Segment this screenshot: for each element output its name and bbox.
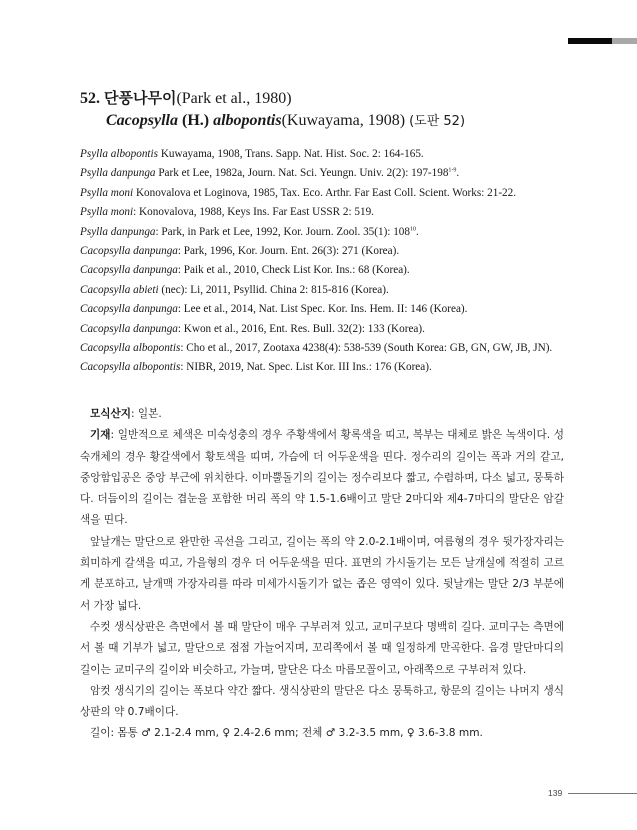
footer-rule: [568, 793, 637, 794]
title-line-scientific: [80, 110, 465, 133]
synonym-name: Cacopsylla albopontis: [80, 361, 181, 374]
korean-name: 단풍나무이: [104, 89, 177, 107]
synonym-entry: [80, 145, 600, 164]
synonym-name: Psylla moni: [80, 186, 134, 199]
synonym-entry: [80, 300, 600, 319]
synonym-entry: [80, 320, 600, 339]
female-genitalia-paragraph: 암컷 생식기의 길이는 폭보다 약간 짧다. 생식상판의 말단은 다소 뭉툭하고, 항문의 길이는 나머지 생식상판의 약 0.7배이다.: [80, 684, 564, 719]
synonym-citation: (nec): Li, 2011, Psyllid. China 2: 815-816 (Korea).: [158, 283, 389, 296]
synonym-name: Psylla danpunga: [80, 225, 156, 238]
synonym-separator: :: [133, 206, 137, 219]
synonym-name: Cacopsylla danpunga: [80, 245, 178, 258]
synonym-name: Cacopsylla danpunga: [80, 264, 178, 277]
authority: (Kuwayama, 1908): [281, 112, 406, 129]
synonym-citation: Konovalova et Loginova, 1985, Tax. Eco. Arthr. Far East Coll. Scient. Works: 21-22.: [133, 186, 517, 199]
header-bar-dark: [568, 38, 612, 44]
synonym-entry: [80, 339, 600, 358]
synonym-end: .: [416, 225, 419, 238]
synonym-entry: [80, 203, 600, 222]
description-text: : 일반적으로 체색은 미숙성충의 경우 주황색에서 황록색을 띠고, 복부는 대체로 밝은 녹색이다. 성숙개체의 경우 황갈색에서 황토색을 띠며, 가슴에 더 어두운색을 띤다. 정수리의 길이는 폭과 거의 같고, 중앙함입공은 중앙 부근에 위치한다. 이마뿔돌기의 길이는 정수리보다 짧고, 수렴하며, 다소 넓고, 뭉툭하다. 더듬이의 길이는 겹눈을 포함한 머리 폭의 약 1.5-1.6배이고 말단 2마디와 제4-7마디의 말단은 암갈색을 띤다.: [80, 429, 564, 527]
synonym-separator: :: [177, 322, 181, 335]
synonym-name: Psylla moni: [80, 206, 134, 219]
synonym-entry: [80, 164, 600, 183]
synonym-name: Cacopsylla danpunga: [80, 303, 178, 316]
synonym-list: [80, 145, 600, 378]
synonym-citation: Lee et al., 2014, Nat. List Spec. Kor. Ins. Hem. II: 146 (Korea).: [181, 303, 468, 316]
synonym-separator: :: [155, 225, 159, 238]
synonym-separator: :: [180, 342, 184, 355]
type-locality-label: 모식산지: [90, 408, 131, 420]
synonym-citation: Park, in Park et Lee, 1992, Kor. Journ. Zool. 35(1): 108: [158, 225, 410, 238]
synonym-entry: [80, 184, 600, 203]
title-line-korean: [80, 87, 465, 110]
synonym-citation: Park, 1996, Kor. Journ. Ent. 26(3): 271 (Korea).: [181, 245, 400, 258]
genus: Cacopsylla: [106, 112, 178, 129]
plate-reference: (도판 52): [409, 114, 466, 129]
synonym-separator: :: [180, 361, 184, 374]
synonym-entry: [80, 281, 600, 300]
synonym-citation: Cho et al., 2017, Zootaxa 4238(4): 538-539 (South Korea: GB, GN, GW, JB, JN).: [183, 342, 553, 355]
synonym-entry: [80, 242, 600, 261]
synonym-name: Cacopsylla abieti: [80, 283, 159, 296]
synonym-citation: NIBR, 2019, Nat. Spec. List Kor. III Ins.: 176 (Korea).: [183, 361, 432, 374]
synonym-citation: Park et Lee, 1982a, Journ. Nat. Sci. Yeungn. Univ. 2(2): 197-198: [155, 167, 449, 180]
synonym-separator: :: [177, 264, 181, 277]
synonym-entry: [80, 261, 600, 280]
synonym-separator: :: [177, 245, 181, 258]
synonym-name: Cacopsylla danpunga: [80, 322, 178, 335]
forewing-paragraph: 앞날개는 말단으로 완만한 곡선을 그리고, 길이는 폭의 약 2.0-2.1배이며, 여름형의 경우 뒷가장자리는 희미하게 갈색을 띠고, 가을형의 경우 더 어두운색을 띤다. 표면의 가시돌기는 모든 날개실에 적절히 고르게 분포하고, 날개맥 가장자리를 따라 미세가시돌기가 없는 좁은 영역이 있다. 뒷날개는 말단 2/3 부분에서 가장 넓다.: [80, 535, 564, 612]
species-number: 52.: [80, 90, 100, 107]
species-epithet: albopontis: [213, 112, 282, 129]
description-paragraph: [80, 425, 564, 531]
synonym-citation: Paik et al., 2010, Check List Kor. Ins.: 68 (Korea).: [181, 264, 410, 277]
synonym-name: Psylla albopontis: [80, 148, 159, 160]
male-genitalia-paragraph: 수컷 생식상판은 측면에서 볼 때 말단이 매우 구부러져 있고, 교미구보다 명백히 길다. 교미구는 측면에서 볼 때 기부가 넓고, 말단으로 점점 가늘어지며, 꼬리쪽에서 볼 때 일정하게 만곡한다. 음경 말단마디의 길이는 교미구의 길이와 비슷하고, 가늘며, 말단은 다소 마름모꼴이고, 아래쪽으로 구부러져 있다.: [80, 620, 564, 676]
subgenus: (H.): [182, 112, 210, 129]
species-title: [80, 87, 465, 133]
type-locality-text: : 일본.: [130, 408, 162, 420]
description-body: [80, 404, 564, 745]
synonym-citation: Kwon et al., 2016, Ent. Res. Bull. 32(2): 133 (Korea).: [181, 322, 425, 335]
header-bar-grey: [612, 38, 637, 44]
length-paragraph: 길이: 몸통 ♂ 2.1-2.4 mm, ♀ 2.4-2.6 mm; 전체 ♂ 3.2-3.5 mm, ♀ 3.6-3.8 mm.: [90, 727, 483, 740]
korean-name-author: (Park et al., 1980): [176, 90, 292, 107]
reference-superscript: 1-9: [448, 167, 457, 174]
synonym-entry: [80, 223, 600, 242]
synonym-end: .: [456, 167, 460, 180]
synonym-entry: [80, 358, 600, 377]
description-label: 기재: [90, 429, 111, 442]
reference-superscript: 10: [410, 225, 416, 232]
synonym-name: Psylla danpunga: [80, 167, 156, 180]
synonym-name: Cacopsylla albopontis: [80, 342, 181, 355]
type-locality: [80, 404, 564, 425]
synonym-citation: Kuwayama, 1908, Trans. Sapp. Nat. Hist. Soc. 2: 164-165.: [158, 148, 424, 160]
page-number: 139: [548, 788, 563, 798]
synonym-separator: :: [177, 303, 181, 316]
synonym-citation: Konovalova, 1988, Keys Ins. Far East USSR 2: 519.: [136, 206, 374, 219]
